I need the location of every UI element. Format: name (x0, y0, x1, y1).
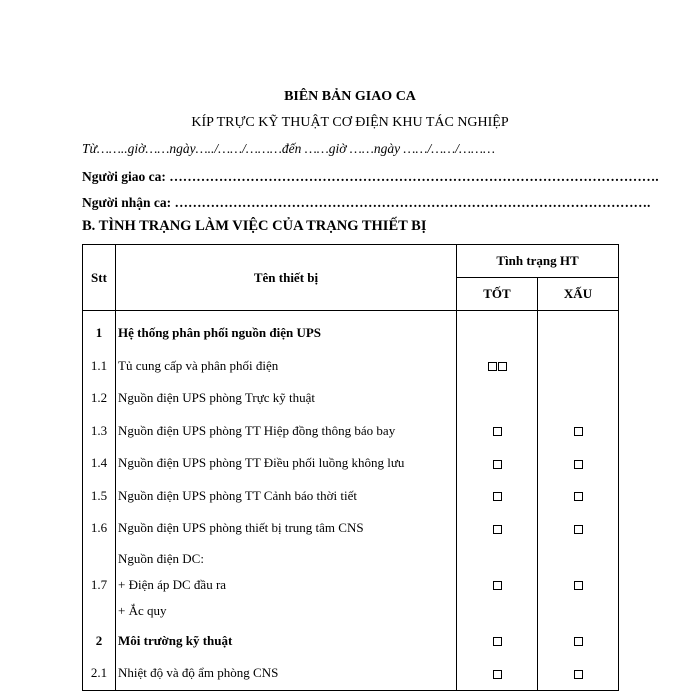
row-good-cell (457, 480, 538, 513)
header-bad: XẤU (538, 278, 619, 311)
row-device-name-line: + Ắc quy (118, 602, 167, 618)
bad-checkbox-icon[interactable] (574, 525, 583, 534)
row-bad-cell (538, 657, 619, 690)
table-row (83, 657, 619, 690)
row-device-name: Nguồn điện UPS phòng TT Cảnh báo thời tiết (116, 480, 457, 513)
row-good-cell (457, 545, 538, 625)
row-stt: 1.4 (83, 447, 116, 480)
row-stt: 1.1 (83, 350, 116, 383)
row-device-name-line: Nguồn điện DC: (118, 550, 204, 566)
shift-time-line: Từ……..giờ……ngày…../……/………đến ……giờ ……ngày ……/……/……… (82, 141, 495, 156)
row-good-cell (457, 657, 538, 690)
row-bad-cell (538, 415, 619, 448)
table-row (83, 512, 619, 545)
good-checkbox-icon[interactable] (493, 427, 502, 436)
row-bad-cell (538, 382, 619, 415)
row-bad-cell (538, 350, 619, 383)
row-device-name: Nhiệt độ và độ ẩm phòng CNS (116, 657, 457, 690)
header-stt: Stt (83, 245, 116, 311)
shift-giver-line: Người giao ca: ………………………………………………………………………………………………. (82, 169, 659, 184)
row-stt: 1.6 (83, 512, 116, 545)
good-checkbox-icon[interactable] (493, 581, 502, 590)
good-checkbox-icon[interactable] (493, 492, 502, 501)
row-device-name: Tủ cung cấp và phân phối điện (116, 350, 457, 383)
row-bad-cell (538, 480, 619, 513)
good-checkbox-icon[interactable] (493, 637, 502, 646)
row-device-name (116, 545, 457, 625)
good-checkbox-icon[interactable] (498, 362, 507, 371)
row-bad-cell (538, 512, 619, 545)
row-stt: 1.5 (83, 480, 116, 513)
row-good-cell (457, 350, 538, 383)
header-good: TỐT (457, 278, 538, 311)
row-device-name: Môi trường kỹ thuật (116, 625, 457, 658)
row-good-cell (457, 512, 538, 545)
bad-checkbox-icon[interactable] (574, 670, 583, 679)
row-stt: 1 (83, 311, 116, 350)
table-row (83, 350, 619, 383)
row-device-name: Nguồn điện UPS phòng thiết bị trung tâm CNS (116, 512, 457, 545)
row-stt: 2.1 (83, 657, 116, 690)
table-row (83, 382, 619, 415)
document-title: BIÊN BẢN GIAO CA (284, 89, 416, 104)
shift-receiver-line: Người nhận ca: ……………………………………………………………………………………………. (82, 195, 651, 210)
document-subtitle: KÍP TRỰC KỸ THUẬT CƠ ĐIỆN KHU TÁC NGHIỆP (191, 115, 509, 130)
row-device-name: Nguồn điện UPS phòng Trực kỹ thuật (116, 382, 457, 415)
row-stt: 1.7 (83, 545, 116, 625)
row-stt: 1.3 (83, 415, 116, 448)
row-bad-cell (538, 311, 619, 350)
table-row (83, 625, 619, 658)
good-checkbox-icon[interactable] (493, 670, 502, 679)
table-body (83, 311, 619, 691)
row-good-cell (457, 415, 538, 448)
table-row (83, 415, 619, 448)
good-checkbox-icon[interactable] (488, 362, 497, 371)
bad-checkbox-icon[interactable] (574, 427, 583, 436)
row-good-cell (457, 311, 538, 350)
table-row (83, 545, 619, 625)
row-good-cell (457, 447, 538, 480)
good-checkbox-icon[interactable] (493, 525, 502, 534)
row-device-name: Nguồn điện UPS phòng TT Điều phối luồng không lưu (116, 447, 457, 480)
good-checkbox-icon[interactable] (493, 460, 502, 469)
bad-checkbox-icon[interactable] (574, 492, 583, 501)
bad-checkbox-icon[interactable] (574, 581, 583, 590)
table-row (83, 447, 619, 480)
table-row (83, 480, 619, 513)
row-device-name-line: + Điện áp DC đầu ra (118, 576, 227, 592)
equipment-status-table (82, 244, 619, 691)
row-bad-cell (538, 545, 619, 625)
row-device-name: Hệ thống phân phối nguồn điện UPS (116, 311, 457, 350)
header-status: Tình trạng HT (457, 245, 619, 278)
section-title: B. TÌNH TRẠNG LÀM VIỆC CỦA TRẠNG THIẾT BỊ (82, 218, 427, 234)
bad-checkbox-icon[interactable] (574, 637, 583, 646)
row-good-cell (457, 625, 538, 658)
table-row (83, 311, 619, 350)
row-stt: 2 (83, 625, 116, 658)
row-bad-cell (538, 447, 619, 480)
bad-checkbox-icon[interactable] (574, 460, 583, 469)
header-device-name: Tên thiết bị (116, 245, 457, 311)
row-good-cell (457, 382, 538, 415)
row-stt: 1.2 (83, 382, 116, 415)
row-device-name: Nguồn điện UPS phòng TT Hiệp đồng thông báo bay (116, 415, 457, 448)
row-bad-cell (538, 625, 619, 658)
